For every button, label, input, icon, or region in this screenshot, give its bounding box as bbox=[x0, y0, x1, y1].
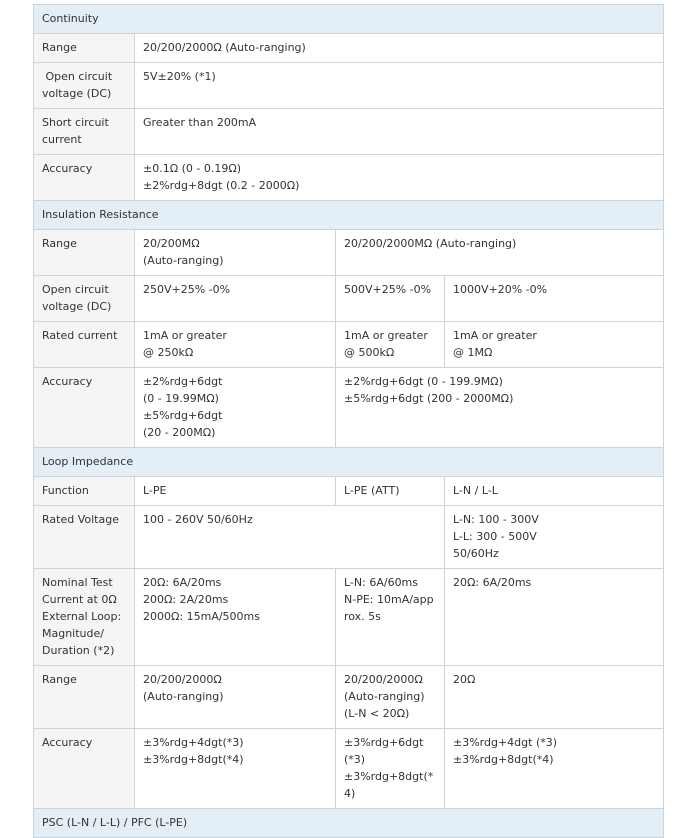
section-row-insulation bbox=[34, 201, 664, 230]
label-line: voltage (DC) bbox=[42, 87, 112, 100]
table-row bbox=[34, 729, 664, 809]
value-line: ±3%rdg+4dgt (*3) bbox=[453, 736, 558, 749]
label-line: Open circuit bbox=[42, 283, 109, 296]
value-line: ±2%rdg+6dgt bbox=[143, 375, 223, 388]
cell-value: L-N / L-L bbox=[445, 477, 664, 506]
value-line: (Auto-ranging) bbox=[344, 690, 425, 703]
value-line: L-N: 100 - 300V bbox=[453, 513, 539, 526]
value-line: ±3%rdg+4dgt(*3) bbox=[143, 736, 244, 749]
row-label bbox=[34, 63, 135, 109]
cell-value: 5V±20% (*1) bbox=[135, 63, 664, 109]
row-label: Accuracy bbox=[34, 729, 135, 809]
value-line: ±5%rdg+6dgt bbox=[143, 409, 223, 422]
table-row bbox=[34, 569, 664, 666]
cell-value bbox=[445, 322, 664, 368]
value-line: 50/60Hz bbox=[453, 547, 499, 560]
value-line: @ 250kΩ bbox=[143, 346, 194, 359]
value-line: (L-N < 20Ω) bbox=[344, 707, 410, 720]
section-title: PSC (L-N / L-L) / PFC (L-PE) bbox=[34, 809, 664, 838]
table-row bbox=[34, 322, 664, 368]
label-line: External Loop: bbox=[42, 610, 122, 623]
cell-value bbox=[135, 155, 664, 201]
value-line: (0 - 19.99MΩ) bbox=[143, 392, 219, 405]
value-line: ±0.1Ω (0 - 0.19Ω) bbox=[143, 162, 242, 175]
value-line: L-N: 6A/60ms bbox=[344, 576, 419, 589]
row-label: Range bbox=[34, 230, 135, 276]
table-row bbox=[34, 155, 664, 201]
table-row bbox=[34, 109, 664, 155]
value-line: L-L: 300 - 500V bbox=[453, 530, 537, 543]
cell-value bbox=[336, 368, 664, 448]
value-line: @ 500kΩ bbox=[344, 346, 395, 359]
row-label: Accuracy bbox=[34, 368, 135, 448]
value-line: @ 1MΩ bbox=[453, 346, 493, 359]
cell-value: 20Ω bbox=[445, 666, 664, 729]
cell-value: L-PE bbox=[135, 477, 336, 506]
value-line: 20Ω: 6A/20ms bbox=[143, 576, 222, 589]
cell-value: 250V+25% -0% bbox=[135, 276, 336, 322]
row-label: Accuracy bbox=[34, 155, 135, 201]
value-line: ±3%rdg+8dgt(* bbox=[344, 770, 434, 783]
row-label: Rated current bbox=[34, 322, 135, 368]
value-line: (Auto-ranging) bbox=[143, 254, 224, 267]
label-line: Current at 0Ω bbox=[42, 593, 117, 606]
cell-value bbox=[135, 322, 336, 368]
cell-value bbox=[336, 666, 445, 729]
value-line: (*3) bbox=[344, 753, 366, 766]
spec-table bbox=[33, 4, 664, 838]
cell-value bbox=[445, 506, 664, 569]
value-line: 20/200/2000Ω bbox=[344, 673, 423, 686]
cell-value: 20Ω: 6A/20ms bbox=[445, 569, 664, 666]
value-line: 200Ω: 2A/20ms bbox=[143, 593, 229, 606]
label-line: current bbox=[42, 133, 82, 146]
row-label: Function bbox=[34, 477, 135, 506]
row-label: Range bbox=[34, 34, 135, 63]
value-line: rox. 5s bbox=[344, 610, 381, 623]
section-title: Loop Impedance bbox=[34, 448, 664, 477]
value-line: ±5%rdg+6dgt (200 - 2000MΩ) bbox=[344, 392, 514, 405]
value-line: ±3%rdg+8dgt(*4) bbox=[143, 753, 244, 766]
value-line: ±2%rdg+8dgt (0.2 - 2000Ω) bbox=[143, 179, 300, 192]
row-label: Rated Voltage bbox=[34, 506, 135, 569]
value-line: 20/200/2000Ω bbox=[143, 673, 222, 686]
row-label bbox=[34, 109, 135, 155]
value-line: 20/200MΩ bbox=[143, 237, 200, 250]
value-line: N-PE: 10mA/app bbox=[344, 593, 434, 606]
cell-value bbox=[336, 322, 445, 368]
cell-value bbox=[135, 729, 336, 809]
label-line: Nominal Test bbox=[42, 576, 113, 589]
table-row bbox=[34, 477, 664, 506]
cell-value bbox=[135, 230, 336, 276]
row-label bbox=[34, 276, 135, 322]
table-row bbox=[34, 506, 664, 569]
cell-value bbox=[336, 569, 445, 666]
table-row bbox=[34, 666, 664, 729]
value-line: 1mA or greater bbox=[143, 329, 227, 342]
cell-value: 1000V+20% -0% bbox=[445, 276, 664, 322]
section-row-psc bbox=[34, 809, 664, 838]
row-label: Range bbox=[34, 666, 135, 729]
value-line: (Auto-ranging) bbox=[143, 690, 224, 703]
cell-value: 100 - 260V 50/60Hz bbox=[135, 506, 445, 569]
cell-value bbox=[135, 569, 336, 666]
cell-value bbox=[135, 666, 336, 729]
table-row bbox=[34, 276, 664, 322]
cell-value: 20/200/2000MΩ (Auto-ranging) bbox=[336, 230, 664, 276]
cell-value: Greater than 200mA bbox=[135, 109, 664, 155]
value-line: 1mA or greater bbox=[453, 329, 537, 342]
section-title: Insulation Resistance bbox=[34, 201, 664, 230]
label-line: Open circuit bbox=[42, 70, 113, 83]
section-row-loop bbox=[34, 448, 664, 477]
label-line: Magnitude/ bbox=[42, 627, 104, 640]
cell-value bbox=[445, 729, 664, 809]
value-line: 1mA or greater bbox=[344, 329, 428, 342]
table-row bbox=[34, 34, 664, 63]
row-label bbox=[34, 569, 135, 666]
value-line: ±3%rdg+6dgt bbox=[344, 736, 424, 749]
cell-value bbox=[135, 368, 336, 448]
table-row bbox=[34, 368, 664, 448]
value-line: ±2%rdg+6dgt (0 - 199.9MΩ) bbox=[344, 375, 503, 388]
section-title: Continuity bbox=[34, 5, 664, 34]
section-row-continuity bbox=[34, 5, 664, 34]
cell-value: L-PE (ATT) bbox=[336, 477, 445, 506]
label-line: voltage (DC) bbox=[42, 300, 112, 313]
label-line: Duration (*2) bbox=[42, 644, 115, 657]
cell-value: 500V+25% -0% bbox=[336, 276, 445, 322]
cell-value: 20/200/2000Ω (Auto-ranging) bbox=[135, 34, 664, 63]
value-line: (20 - 200MΩ) bbox=[143, 426, 216, 439]
table-row bbox=[34, 63, 664, 109]
value-line: 2000Ω: 15mA/500ms bbox=[143, 610, 260, 623]
table-row bbox=[34, 230, 664, 276]
value-line: 4) bbox=[344, 787, 356, 800]
cell-value bbox=[336, 729, 445, 809]
label-line: Short circuit bbox=[42, 116, 109, 129]
value-line: ±3%rdg+8dgt(*4) bbox=[453, 753, 554, 766]
